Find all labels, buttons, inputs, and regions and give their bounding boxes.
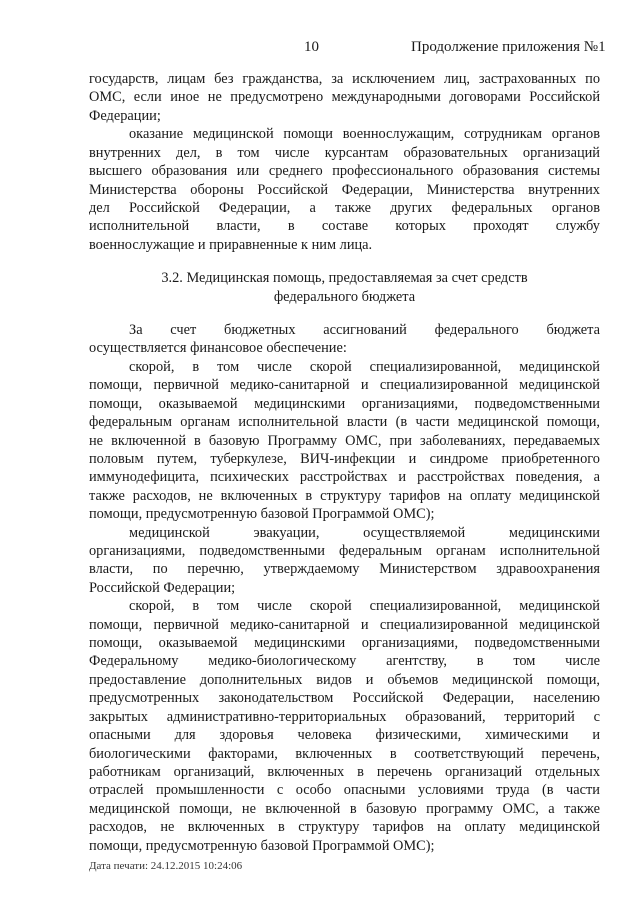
appendix-continuation-title: Продолжение приложения №1 [411,39,606,55]
text-line: половым путем, туберкулезе, ВИЧ-инфекции и синдроме приобретенного [89,450,600,467]
text-line: высшего образования или среднего профессионального образования системы [89,163,600,180]
text-line: Российской Федерации; [89,579,236,596]
text-line: оказание медицинской помощи военнослужащим, сотрудникам органов [129,126,600,143]
text-line: военнослужащие и приравненные к ним лица. [89,236,373,253]
text-line: помощи, оказываемой медицинскими организациями, подведомственными [89,395,600,412]
text-line: Министерства обороны Российской Федерации, Министерства внутренних [89,181,600,198]
section-heading-line: 3.2. Медицинская помощь, предоставляемая за счет средств [161,270,528,287]
text-line: государств, лицам без гражданства, за исключением лиц, застрахованных по [89,71,600,87]
text-line: иммунодефицита, психических расстройствах и расстройствах поведения, а [89,469,600,486]
text-line: власти, по перечню, утверждаемому Министерством здравоохранения [89,561,600,578]
print-date-footer: Дата печати: 24.12.2015 10:24:06 [89,860,243,872]
text-line: федеральным органам исполнительной власти (в части медицинской помощи, [89,414,600,430]
text-line: медицинской эвакуации, осуществляемой медицинскими [129,524,600,541]
text-line: Федерации; [89,107,161,124]
text-line: Федеральному медико-биологическому агентству, в том числе [89,653,600,670]
text-line: предусмотренных законодательством Российской Федерации, населению [89,690,600,707]
page-number: 10 [304,39,319,55]
text-line: исполнительной власти, в составе которых проходят службу [89,218,600,235]
text-line: дел Российской Федерации, а также других федеральных органов [89,199,600,216]
text-line: скорой, в том числе скорой специализированной, медицинской [129,598,600,615]
text-line: опасными для здоровья человека физическими, химическими и [89,727,600,744]
text-line: помощи, предусмотренную базовой Программой ОМС); [89,506,435,523]
text-line: осуществляется финансовое обеспечение: [89,340,347,357]
text-line: помощи, предусмотренную базовой Программой ОМС); [89,837,435,854]
text-line: помощи, оказываемой медицинскими организациями, подведомственными [89,635,600,651]
text-line: скорой, в том числе скорой специализированной, медицинской [129,358,600,375]
section-heading-line: федерального бюджета [273,288,416,305]
text-line: закрытых административно-территориальных образований, территорий с [89,708,600,725]
text-line: помощи, первичной медико-санитарной и специализированной медицинской [89,616,600,633]
text-line: работникам организаций, включенных в перечень организаций отдельных [89,763,600,780]
text-line: организациями, подведомственными федеральным органам исполнительной [89,543,600,559]
text-line: ОМС, если иное не предусмотрено международными договорами Российской [89,89,600,106]
text-line: не включенной в базовую Программу ОМС, при заболеваниях, передаваемых [89,432,600,449]
text-line: За счет бюджетных ассигнований федерального бюджета [129,322,600,338]
text-line: отраслей промышленности с особо опасными условиями труда (в части [89,782,600,799]
text-line: внутренних дел, в том числе курсантам образовательных организаций [89,144,600,161]
text-line: медицинской помощи, не включенной в базовую программу ОМС, а также [89,800,600,817]
text-line: предоставление дополнительных видов и объемов медицинской помощи, [89,671,600,688]
text-line: помощи, первичной медико-санитарной и специализированной медицинской [89,377,600,394]
text-line: биологическими факторами, включенных в соответствующий перечень, [89,745,600,762]
text-line: расходов, не включенных в структуру тарифов на оплату медицинской [89,819,600,836]
text-line: также расходов, не включенных в структуру тарифов на оплату медицинской [89,487,600,504]
